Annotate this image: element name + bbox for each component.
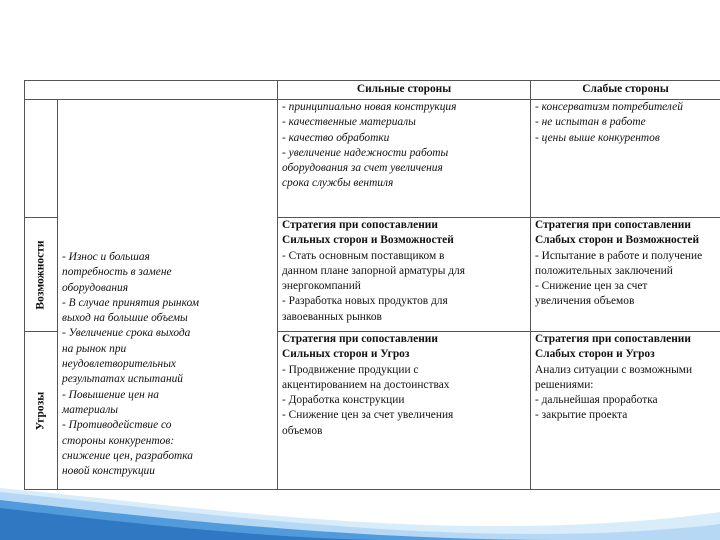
threat-line: оборудования (62, 281, 129, 294)
wt-line: - дальнейшая проработка (535, 394, 658, 407)
st-line: - Продвижение продукции с (282, 363, 419, 376)
corner-cell (25, 81, 278, 100)
strength-item: - качественные материалы (282, 116, 416, 129)
threats-label-cell (25, 332, 58, 490)
weakness-item: - цены выше конкурентов (535, 131, 660, 144)
swot-table (24, 80, 720, 490)
weakness-item: - не испытан в работе (535, 116, 646, 129)
opportunities-label-cell (25, 218, 58, 332)
threat-line: - В случае принятия рынком (62, 296, 199, 309)
wo-line: положительных заключений (535, 264, 673, 277)
st-line: - Доработка конструкции (282, 394, 405, 407)
strengths-header: Сильные стороны (278, 81, 531, 100)
threat-line: на рынок при (62, 342, 127, 355)
st-strategy-cell (278, 332, 531, 490)
wo-line: увеличения объемов (535, 295, 635, 308)
st-title: Сильных сторон и Угроз (282, 348, 410, 361)
threat-line: стороны конкурентов: (62, 434, 175, 447)
so-title: Стратегия при сопоставлении (282, 219, 438, 231)
st-line: - Снижение цен за счет увеличения (282, 409, 454, 422)
so-title: Сильных сторон и Возможностей (282, 234, 454, 247)
threats-factors-list (62, 250, 275, 479)
threat-line: - Износ и большая (62, 251, 150, 263)
threat-line: - Противодействие со (62, 419, 172, 432)
strength-item: - качество обработки (282, 131, 390, 144)
wt-line: - закрытие проекта (535, 409, 628, 422)
wo-title: Слабых сторон и Возможностей (535, 234, 700, 247)
so-line: завоеванных рынков (282, 310, 382, 323)
strength-item: - увеличение надежности работы (282, 146, 449, 159)
wt-title: Стратегия при сопоставлении (535, 333, 691, 345)
threat-line: неудовлетворительных (62, 358, 176, 371)
so-line: - Разработка новых продуктов для (282, 295, 448, 308)
threat-line: новой конструкции (62, 465, 155, 478)
threat-line: результатах испытаний (62, 373, 184, 386)
threat-line: - Увеличение срока выхода (62, 327, 191, 340)
st-line: объемов (282, 424, 323, 437)
threats-factors-cell (58, 100, 278, 490)
wt-strategy-cell (531, 332, 720, 490)
threat-line: снижение цен, разработка (62, 449, 193, 462)
so-line: - Стать основным поставщиком в (282, 249, 445, 262)
wt-line: Анализ ситуации с возможными (535, 363, 693, 376)
threat-line: - Повышение цен на (62, 388, 160, 401)
threat-line: потребность в замене (62, 266, 172, 279)
wo-line: - Испытание в работе и получение (535, 249, 703, 262)
st-line: акцентированием на достоинствах (282, 378, 450, 391)
st-title: Стратегия при сопоставлении (282, 333, 438, 345)
so-strategy-cell (278, 218, 531, 332)
threat-line: материалы (62, 403, 119, 416)
strength-item: - принципиально новая конструкция (282, 101, 457, 113)
wo-title: Стратегия при сопоставлении (535, 219, 691, 231)
wt-line: решениями: (535, 378, 594, 391)
factors-row (25, 100, 720, 218)
weakness-item: - консерватизм потребителей (535, 101, 683, 113)
wo-line: - Снижение цен за счет (535, 280, 648, 293)
threats-label: Угрозы (34, 391, 47, 430)
wo-strategy-cell (531, 218, 720, 332)
header-row (25, 81, 720, 100)
wt-title: Слабых сторон и Угроз (535, 348, 655, 361)
strength-item: оборудования за счет увеличения (282, 162, 443, 175)
weaknesses-cell (531, 100, 720, 218)
strengths-cell (278, 100, 531, 218)
strength-item: срока службы вентиля (282, 177, 394, 190)
weaknesses-header: Слабые стороны (531, 81, 720, 100)
blank-label-cell (25, 100, 58, 218)
so-line: энергокомпаний (282, 280, 361, 293)
opportunities-label: Возможности (34, 239, 47, 310)
so-line: данном плане запорной арматуры для (282, 264, 465, 277)
threat-line: выход на большие объемы (62, 312, 188, 325)
